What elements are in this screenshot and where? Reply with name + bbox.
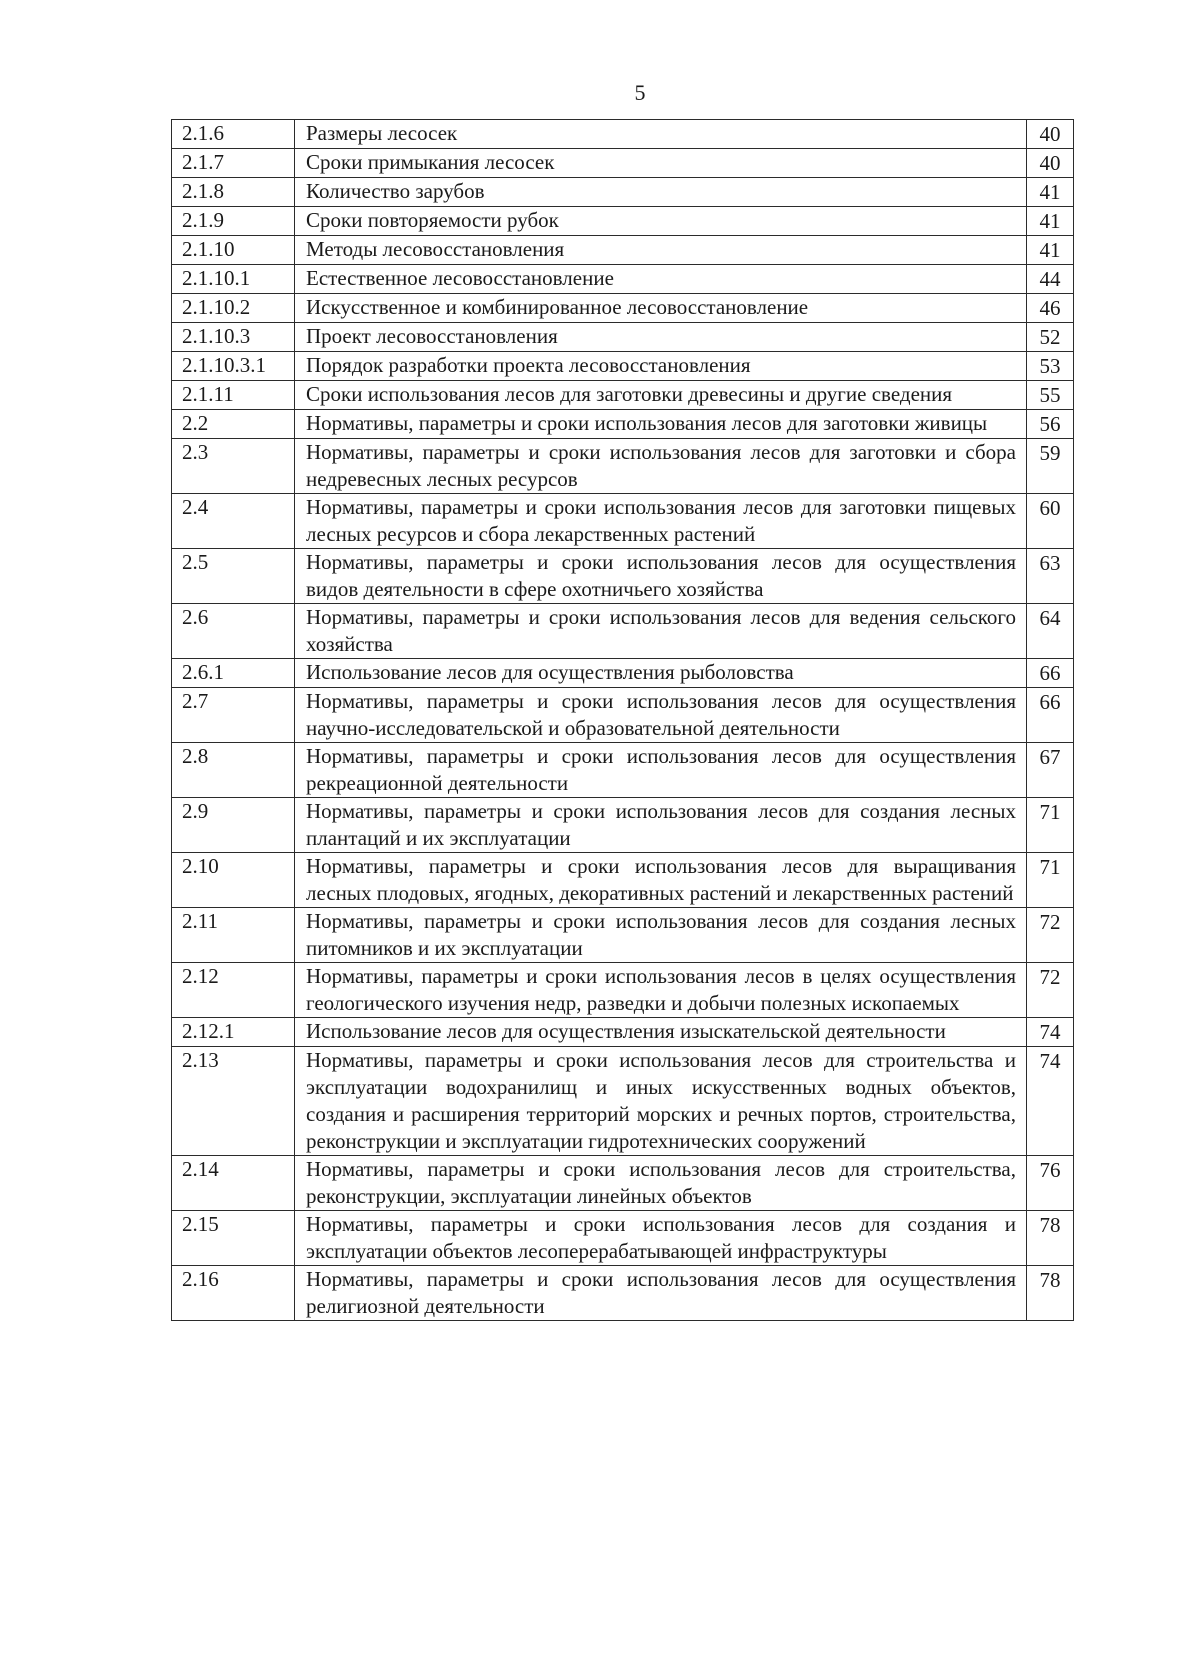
section-page: 60 [1027, 494, 1074, 549]
section-number: 2.1.9 [172, 207, 295, 236]
section-page: 74 [1027, 1018, 1074, 1047]
section-title: Нормативы, параметры и сроки использования лесов для осуществления научно-исследовательской и образовательной деятельности [295, 688, 1027, 743]
section-page: 44 [1027, 265, 1074, 294]
section-page: 40 [1027, 149, 1074, 178]
section-page: 71 [1027, 798, 1074, 853]
section-title: Нормативы, параметры и сроки использования лесов для осуществления видов деятельности в сфере охотничьего хозяйства [295, 549, 1027, 604]
section-number: 2.14 [172, 1156, 295, 1211]
section-title: Порядок разработки проекта лесовосстановления [295, 352, 1027, 381]
toc-body [172, 120, 1074, 1321]
section-title: Методы лесовосстановления [295, 236, 1027, 265]
table-row [172, 236, 1074, 265]
section-page: 41 [1027, 207, 1074, 236]
table-row [172, 1211, 1074, 1266]
section-number: 2.6.1 [172, 659, 295, 688]
section-number: 2.12.1 [172, 1018, 295, 1047]
section-title: Нормативы, параметры и сроки использования лесов для осуществления религиозной деятельности [295, 1266, 1027, 1321]
table-row [172, 439, 1074, 494]
table-row [172, 604, 1074, 659]
table-row [172, 688, 1074, 743]
table-row [172, 323, 1074, 352]
section-title: Нормативы, параметры и сроки использования лесов для осуществления рекреационной деятельности [295, 743, 1027, 798]
section-title: Сроки повторяемости рубок [295, 207, 1027, 236]
table-row [172, 1266, 1074, 1321]
table-row [172, 120, 1074, 149]
section-page: 55 [1027, 381, 1074, 410]
table-row [172, 494, 1074, 549]
section-number: 2.10 [172, 853, 295, 908]
section-title: Использование лесов для осуществления изыскательской деятельности [295, 1018, 1027, 1047]
section-number: 2.1.11 [172, 381, 295, 410]
section-title: Нормативы, параметры и сроки использования лесов для заготовки и сбора недревесных лесных ресурсов [295, 439, 1027, 494]
section-page: 46 [1027, 294, 1074, 323]
section-title: Нормативы, параметры и сроки использования лесов для строительства, реконструкции, эксплуатации линейных объектов [295, 1156, 1027, 1211]
table-row [172, 798, 1074, 853]
section-page: 41 [1027, 236, 1074, 265]
table-row [172, 743, 1074, 798]
table-of-contents [171, 119, 1074, 1321]
table-row [172, 1018, 1074, 1047]
section-title: Нормативы, параметры и сроки использования лесов в целях осуществления геологического изучения недр, разведки и добычи полезных ископаемых [295, 963, 1027, 1018]
table-row [172, 265, 1074, 294]
section-number: 2.1.6 [172, 120, 295, 149]
section-number: 2.2 [172, 410, 295, 439]
section-title: Нормативы, параметры и сроки использования лесов для ведения сельского хозяйства [295, 604, 1027, 659]
section-title: Размеры лесосек [295, 120, 1027, 149]
section-title: Нормативы, параметры и сроки использования лесов для выращивания лесных плодовых, ягодных, декоративных растений и лекарственных растений [295, 853, 1027, 908]
section-number: 2.9 [172, 798, 295, 853]
section-number: 2.1.7 [172, 149, 295, 178]
section-number: 2.1.10.3.1 [172, 352, 295, 381]
section-number: 2.1.8 [172, 178, 295, 207]
table-row [172, 352, 1074, 381]
table-row [172, 381, 1074, 410]
table-row [172, 294, 1074, 323]
section-page: 76 [1027, 1156, 1074, 1211]
section-page: 56 [1027, 410, 1074, 439]
section-page: 72 [1027, 908, 1074, 963]
table-row [172, 659, 1074, 688]
section-number: 2.1.10.3 [172, 323, 295, 352]
section-title: Естественное лесовосстановление [295, 265, 1027, 294]
table-row [172, 549, 1074, 604]
section-title: Сроки примыкания лесосек [295, 149, 1027, 178]
section-page: 59 [1027, 439, 1074, 494]
table-row [172, 149, 1074, 178]
section-page: 66 [1027, 659, 1074, 688]
section-page: 52 [1027, 323, 1074, 352]
section-number: 2.1.10.1 [172, 265, 295, 294]
page-number: 5 [634, 80, 646, 105]
section-page: 71 [1027, 853, 1074, 908]
section-page: 40 [1027, 120, 1074, 149]
section-number: 2.15 [172, 1211, 295, 1266]
section-number: 2.7 [172, 688, 295, 743]
section-number: 2.13 [172, 1047, 295, 1156]
table-row [172, 207, 1074, 236]
section-page: 53 [1027, 352, 1074, 381]
section-number: 2.1.10 [172, 236, 295, 265]
section-page: 64 [1027, 604, 1074, 659]
table-row [172, 1047, 1074, 1156]
section-number: 2.6 [172, 604, 295, 659]
section-title: Количество зарубов [295, 178, 1027, 207]
section-page: 74 [1027, 1047, 1074, 1156]
section-page: 67 [1027, 743, 1074, 798]
table-row [172, 908, 1074, 963]
section-number: 2.11 [172, 908, 295, 963]
section-page: 78 [1027, 1266, 1074, 1321]
section-number: 2.8 [172, 743, 295, 798]
section-page: 66 [1027, 688, 1074, 743]
section-title: Сроки использования лесов для заготовки древесины и другие сведения [295, 381, 1027, 410]
section-title: Искусственное и комбинированное лесовосстановление [295, 294, 1027, 323]
table-row [172, 1156, 1074, 1211]
section-page: 78 [1027, 1211, 1074, 1266]
table-row [172, 853, 1074, 908]
table-row [172, 178, 1074, 207]
section-title: Нормативы, параметры и сроки использования лесов для создания лесных питомников и их эксплуатации [295, 908, 1027, 963]
section-title: Нормативы, параметры и сроки использования лесов для заготовки пищевых лесных ресурсов и сбора лекарственных растений [295, 494, 1027, 549]
table-row [172, 410, 1074, 439]
section-title: Нормативы, параметры и сроки использования лесов для создания лесных плантаций и их эксплуатации [295, 798, 1027, 853]
section-number: 2.4 [172, 494, 295, 549]
table-row [172, 963, 1074, 1018]
section-number: 2.16 [172, 1266, 295, 1321]
section-number: 2.5 [172, 549, 295, 604]
section-title: Проект лесовосстановления [295, 323, 1027, 352]
section-number: 2.1.10.2 [172, 294, 295, 323]
section-title: Нормативы, параметры и сроки использования лесов для заготовки живицы [295, 410, 1027, 439]
section-title: Нормативы, параметры и сроки использования лесов для строительства и эксплуатации водохранилищ и иных искусственных водных объектов, создания и расширения территорий морских и речных портов, строительства, реконструкции и эксплуатации гидротехнических сооружений [295, 1047, 1027, 1156]
section-number: 2.3 [172, 439, 295, 494]
section-page: 63 [1027, 549, 1074, 604]
section-title: Нормативы, параметры и сроки использования лесов для создания и эксплуатации объектов лесоперерабатывающей инфраструктуры [295, 1211, 1027, 1266]
section-page: 72 [1027, 963, 1074, 1018]
section-page: 41 [1027, 178, 1074, 207]
section-number: 2.12 [172, 963, 295, 1018]
section-title: Использование лесов для осуществления рыболовства [295, 659, 1027, 688]
